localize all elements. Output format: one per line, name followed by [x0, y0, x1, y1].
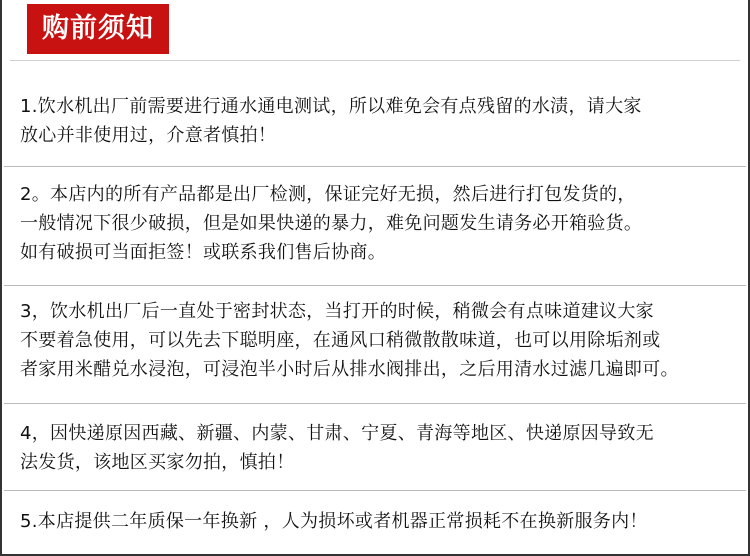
notice-item-4 [20, 419, 732, 477]
notice-line: 3，饮水机出厂后一直处于密封状态，当打开的时候，稍微会有点味道建议大家 [20, 301, 654, 322]
notice-line: 2。本店内的所有产品都是出厂检测，保证完好无损，然后进行打包发货的， [20, 184, 636, 205]
notice-item-3 [20, 297, 732, 384]
notice-line: 法发货，该地区买家勿拍，慎拍！ [20, 452, 295, 473]
notice-line: 不要着急使用，可以先去下聪明座，在通风口稍微散散味道，也可以用除垢剂或 [20, 330, 661, 351]
notice-line: 放心并非使用过，介意者慎拍！ [20, 125, 277, 146]
notice-line: 5.本店提供二年质保一年换新 ，人为损坏或者机器正常损耗不在换新服务内！ [20, 511, 648, 532]
notice-line: 4，因快递原因西藏、新疆、内蒙、甘肃、宁夏、青海等地区、快递原因导致无 [20, 423, 654, 444]
section-divider [4, 490, 746, 491]
section-divider [4, 166, 746, 167]
notice-item-1 [20, 92, 732, 150]
title-divider [10, 60, 740, 61]
notice-line: 一般情况下很少破损，但是如果快递的暴力，难免问题发生请务必开箱验货。 [20, 213, 643, 234]
page-title: 购前须知 [27, 4, 169, 54]
section-divider [4, 285, 746, 286]
notice-item-2 [20, 180, 732, 267]
notice-line: 者家用米醋兑水浸泡，可浸泡半小时后从排水阀排出，之后用清水过滤几遍即可。 [20, 359, 679, 380]
notice-line: 1.饮水机出厂前需要进行通水通电测试，所以难免会有点残留的水渍，请大家 [20, 96, 642, 117]
section-divider [4, 403, 746, 404]
notice-item-5 [20, 507, 732, 536]
notice-line: 如有破损可当面拒签！或联系我们售后协商。 [20, 242, 386, 263]
